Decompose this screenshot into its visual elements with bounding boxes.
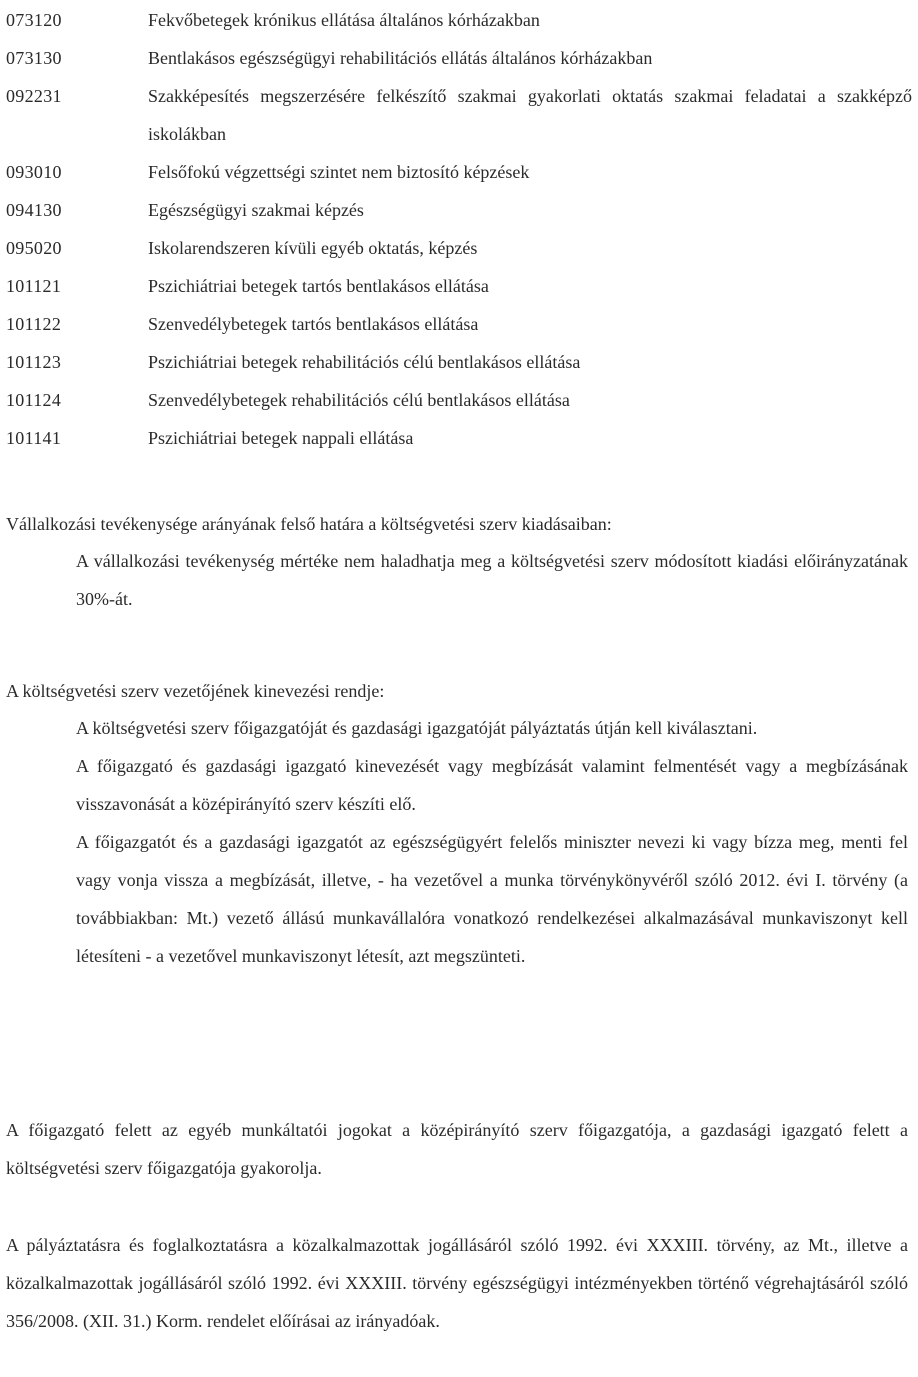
appointment-section (6, 673, 908, 975)
activity-code: 073130 (6, 48, 62, 68)
activity-code: 101141 (6, 428, 62, 448)
section-paragraph: A főigazgatót és a gazdasági igazgatót az egészségügyért felelős miniszter nevezi ki vagy bízza meg, menti fel vagy vonja vissza a megbízását, illetve, - ha vezetővel a munka törvénykönyvéről szóló 2012. évi I. törvény (a továbbiakban: Mt.) vezető állású munkavállalóra vonatkozó rendelkezései alkalmazásával munkaviszonyt kell létesíteni - a vezetővel munkaviszonyt létesít, azt megszünteti. (76, 832, 908, 966)
activity-code: 095020 (6, 238, 62, 258)
employer-rights-paragraph: A főigazgató felett az egyéb munkáltatói jogokat a középirányító szerv főigazgatója, a gazdasági igazgató felett a költségvetési szerv főigazgatója gyakorolja. (6, 1120, 908, 1178)
activity-code: 093010 (6, 162, 62, 182)
table-row (6, 267, 912, 305)
section-heading: Vállalkozási tevékenysége arányának felső határa a költségvetési szerv kiadásaiban: (6, 514, 612, 534)
activity-description: Fekvőbetegek krónikus ellátása általános kórházakban (148, 10, 540, 30)
table-row (6, 419, 912, 457)
tender-section (6, 1226, 908, 1340)
activity-description: Pszichiátriai betegek rehabilitációs célú bentlakásos ellátása (148, 352, 581, 372)
tender-paragraph: A pályáztatásra és foglalkoztatásra a közalkalmazottak jogállásáról szóló 1992. évi XXXIII. törvény, az Mt., illetve a közalkalmazottak jogállásáról szóló 1992. évi XXXIII. törvény egészségügyi intézményekben történő végrehajtásáról szóló 356/2008. (XII. 31.) Korm. rendelet előírásai az irányadóak. (6, 1235, 908, 1331)
section-heading: A költségvetési szerv vezetőjének kinevezési rendje: (6, 681, 385, 701)
employer-rights-section (6, 1111, 908, 1187)
activity-description: Felsőfokú végzettségi szintet nem biztosító képzések (148, 162, 530, 182)
activity-description: Szenvedélybetegek rehabilitációs célú bentlakásos ellátása (148, 390, 570, 410)
activity-code: 101121 (6, 276, 62, 296)
activity-code: 073120 (6, 10, 62, 30)
table-row (6, 381, 912, 419)
table-row (6, 343, 912, 381)
activity-code: 101123 (6, 352, 62, 372)
activity-description: Pszichiátriai betegek nappali ellátása (148, 428, 414, 448)
activity-description: Egészségügyi szakmai képzés (148, 200, 364, 220)
activity-description: Szenvedélybetegek tartós bentlakásos ellátása (148, 314, 479, 334)
activity-description: Iskolarendszeren kívüli egyéb oktatás, képzés (148, 238, 478, 258)
section-paragraph: A főigazgató és gazdasági igazgató kinevezését vagy megbízását valamint felmentését vagy a megbízásának visszavonását a középirányító szerv készíti elő. (76, 756, 908, 814)
table-row (6, 39, 912, 77)
table-row (6, 153, 912, 191)
enterprise-limit-section (6, 506, 908, 618)
activity-code: 101122 (6, 314, 62, 334)
activity-code: 092231 (6, 86, 62, 106)
section-paragraph: A költségvetési szerv főigazgatóját és gazdasági igazgatóját pályáztatás útján kell kiválasztani. (76, 718, 758, 738)
table-row (6, 77, 912, 153)
table-row (6, 1, 912, 39)
activity-description: Pszichiátriai betegek tartós bentlakásos ellátása (148, 276, 489, 296)
activity-code: 101124 (6, 390, 62, 410)
table-row (6, 191, 912, 229)
section-paragraph: A vállalkozási tevékenység mértéke nem haladhatja meg a költségvetési szerv módosított kiadási előirányzatának 30%-át. (76, 551, 908, 609)
activity-description: Bentlakásos egészségügyi rehabilitációs ellátás általános kórházakban (148, 48, 653, 68)
table-row (6, 229, 912, 267)
activity-code: 094130 (6, 200, 62, 220)
activity-description: Szakképesítés megszerzésére felkészítő szakmai gyakorlati oktatás szakmai feladatai a szakképző iskolákban (148, 86, 912, 144)
table-row (6, 305, 912, 343)
activity-code-table (6, 1, 912, 457)
